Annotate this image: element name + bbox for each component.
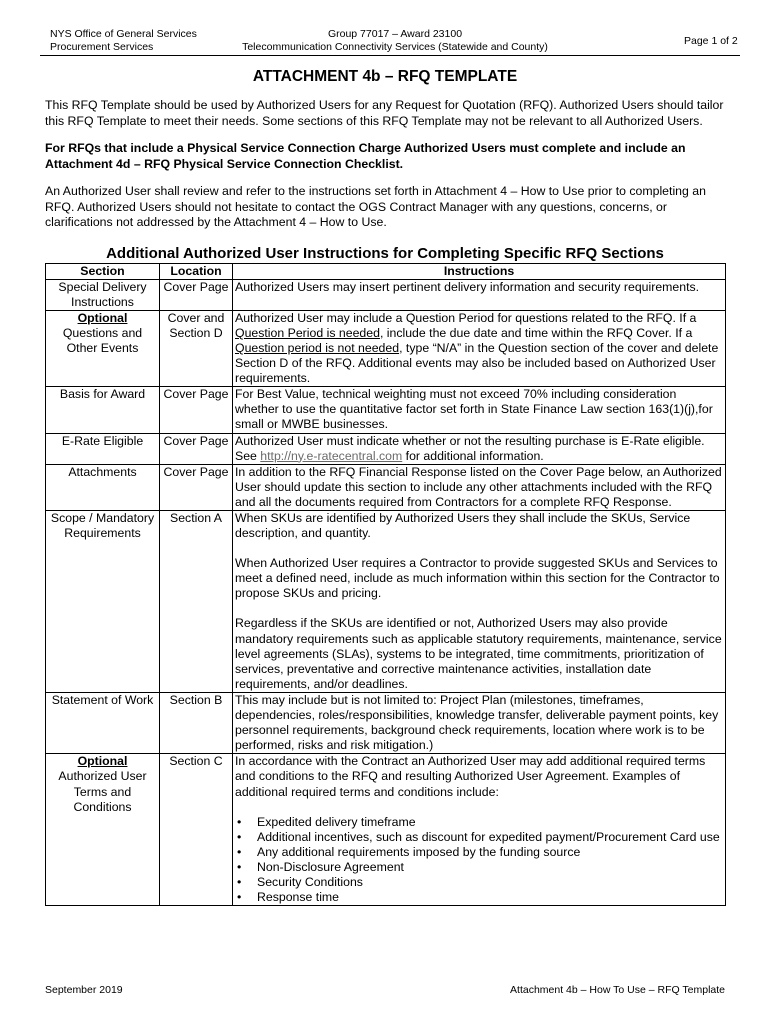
table-row	[46, 692, 726, 753]
row-instructions: For Best Value, technical weighting must not exceed 70% including consideration whether to use the quantitative factor set forth in State Finance Law section 163(1)(j),for small or MWBE businesses.	[233, 387, 726, 433]
instructions-text: for additional information.	[402, 448, 544, 463]
column-header-section: Section	[46, 263, 160, 279]
table-title: Additional Authorized User Instructions for Completing Specific RFQ Sections	[106, 244, 664, 262]
instructions-paragraph: In accordance with the Contract an Authorized User may add additional required terms and conditions to the RFQ and resulting Authorized User Agreement. Examples of additional required terms and conditions include:	[235, 754, 706, 799]
row-section: E-Rate Eligible	[46, 433, 160, 464]
instructions-underlined-text: Question period is not needed	[235, 340, 400, 355]
header-page-number: Page 1 of 2	[684, 35, 738, 47]
list-item: • Response time	[257, 890, 723, 905]
row-location: Cover Page	[160, 279, 233, 310]
list-item: • Expedited delivery timeframe	[257, 815, 723, 830]
row-instructions	[233, 511, 726, 693]
instructions-text: Authorized User must indicate whether or not the resulting purchase is E-Rate eligible. See	[235, 433, 705, 463]
row-section: Special Delivery Instructions	[46, 279, 160, 310]
row-section-name: Questions and Other Events	[62, 325, 143, 355]
optional-label: Optional	[77, 310, 128, 325]
row-section: Statement of Work	[46, 692, 160, 753]
header-divider	[40, 55, 740, 56]
row-location: Cover Page	[160, 387, 233, 433]
table-row	[46, 754, 726, 906]
list-item: • Any additional requirements imposed by the funding source	[257, 845, 723, 860]
header-contract-line1: Group 77017 – Award 23100	[327, 28, 463, 40]
intro-paragraph-3: An Authorized User shall review and refer to the instructions set forth in Attachment 4 – How to Use prior to completing an RFQ. Authorized Users should not hesitate to contact the OGS Contract Manager with any questions, concerns, or clarifications not addressed by the Attachment 4 – How to Use.	[45, 184, 706, 229]
list-item: • Non-Disclosure Agreement	[257, 860, 723, 875]
instructions-text: , include the due date and time within the RFQ Cover. If a	[379, 325, 693, 340]
erate-link[interactable]: http://ny.e-ratecentral.com	[260, 448, 403, 463]
row-location: Cover Page	[160, 464, 233, 510]
row-location: Section B	[160, 692, 233, 753]
document-body	[45, 68, 725, 906]
instructions-table	[45, 263, 726, 907]
header-contract-line2: Telecommunication Connectivity Services (Statewide and County)	[242, 40, 548, 53]
row-location: Cover Page	[160, 433, 233, 464]
row-section: Basis for Award	[46, 387, 160, 433]
footer-doc-title: Attachment 4b – How To Use – RFQ Template	[510, 984, 725, 996]
row-section-name: Authorized User Terms and Conditions	[58, 769, 147, 814]
row-section	[46, 754, 160, 906]
instructions-paragraph: When SKUs are identified by Authorized Users they shall include the SKUs, Service description, and quantity.	[235, 511, 691, 541]
table-header-row	[46, 263, 726, 279]
table-row	[46, 511, 726, 693]
row-instructions	[233, 433, 726, 464]
row-location-line1: Cover and	[167, 310, 225, 325]
intro-paragraph-1: This RFQ Template should be used by Authorized Users for any Request for Quotation (RFQ). Authorized Users should tailor this RFQ Template to meet their needs. Some sections of this RFQ Template may not be relevant to all Authorized Users.	[45, 98, 724, 128]
table-row	[46, 433, 726, 464]
row-location	[160, 310, 233, 386]
terms-bullet-list	[235, 815, 723, 906]
row-instructions: This may include but is not limited to: Project Plan (milestones, timeframes, dependencies, roles/responsibilities, knowledge transfer, deliverable payment points, key personnel requirements, background check requirements, location where work is to be performed, risks and risk mitigation.)	[233, 692, 726, 753]
instructions-paragraph: Regardless if the SKUs are identified or not, Authorized Users may also provide mandatory requirements such as applicable statutory requirements, maintenance, service level agreements (SLAs), systems to be integrated, time commitments, prioritization of services, preventative and corrective maintenance activities, installation date requirements, and/or deadlines.	[235, 616, 722, 691]
column-header-location: Location	[160, 263, 233, 279]
header-org-line2: Procurement Services	[50, 40, 154, 53]
header-org-line1: NYS Office of General Services	[50, 28, 197, 40]
page-header	[0, 28, 770, 56]
document-title: ATTACHMENT 4b – RFQ TEMPLATE	[252, 68, 518, 85]
row-section: Scope / Mandatory Requirements	[46, 511, 160, 693]
row-location: Section C	[160, 754, 233, 906]
list-item: • Security Conditions	[257, 875, 723, 890]
table-row	[46, 387, 726, 433]
optional-label: Optional	[77, 754, 128, 769]
column-header-instructions: Instructions	[233, 263, 726, 279]
row-instructions	[233, 310, 726, 386]
list-item: • Additional incentives, such as discount for expedited payment/Procurement Card use	[257, 830, 723, 845]
row-location: Section A	[160, 511, 233, 693]
row-section	[46, 310, 160, 386]
table-row	[46, 464, 726, 510]
header-org	[50, 28, 197, 53]
header-contract	[230, 28, 560, 53]
instructions-text: Authorized User may include a Question Period for questions related to the RFQ. If a	[235, 310, 697, 325]
row-section: Attachments	[46, 464, 160, 510]
instructions-paragraph: When Authorized User requires a Contractor to provide suggested SKUs and Services to meet a defined need, include as much information within this section for the Contractor to propose SKUs and pricing.	[235, 556, 720, 601]
intro-paragraph-2: For RFQs that include a Physical Service Connection Charge Authorized Users must complete and include an Attachment 4d – RFQ Physical Service Connection Checklist.	[45, 141, 686, 171]
footer-date: September 2019	[45, 984, 123, 996]
row-instructions: In addition to the RFQ Financial Response listed on the Cover Page below, an Authorized User should update this section to include any other attachments included with the RFQ and all the documents required from Contractors for a complete RFQ Response.	[233, 464, 726, 510]
instructions-text: , type “N/A” in the Question section of the cover and delete Section D of the RFQ. Additional events may also be included based on Authorized User requirements.	[235, 340, 719, 386]
row-instructions: Authorized Users may insert pertinent delivery information and security requirements.	[233, 279, 726, 310]
row-instructions	[233, 754, 726, 906]
table-row	[46, 310, 726, 386]
instructions-underlined-text: Question Period is needed	[235, 325, 380, 340]
table-row	[46, 279, 726, 310]
row-location-line2: Section D	[169, 325, 223, 340]
